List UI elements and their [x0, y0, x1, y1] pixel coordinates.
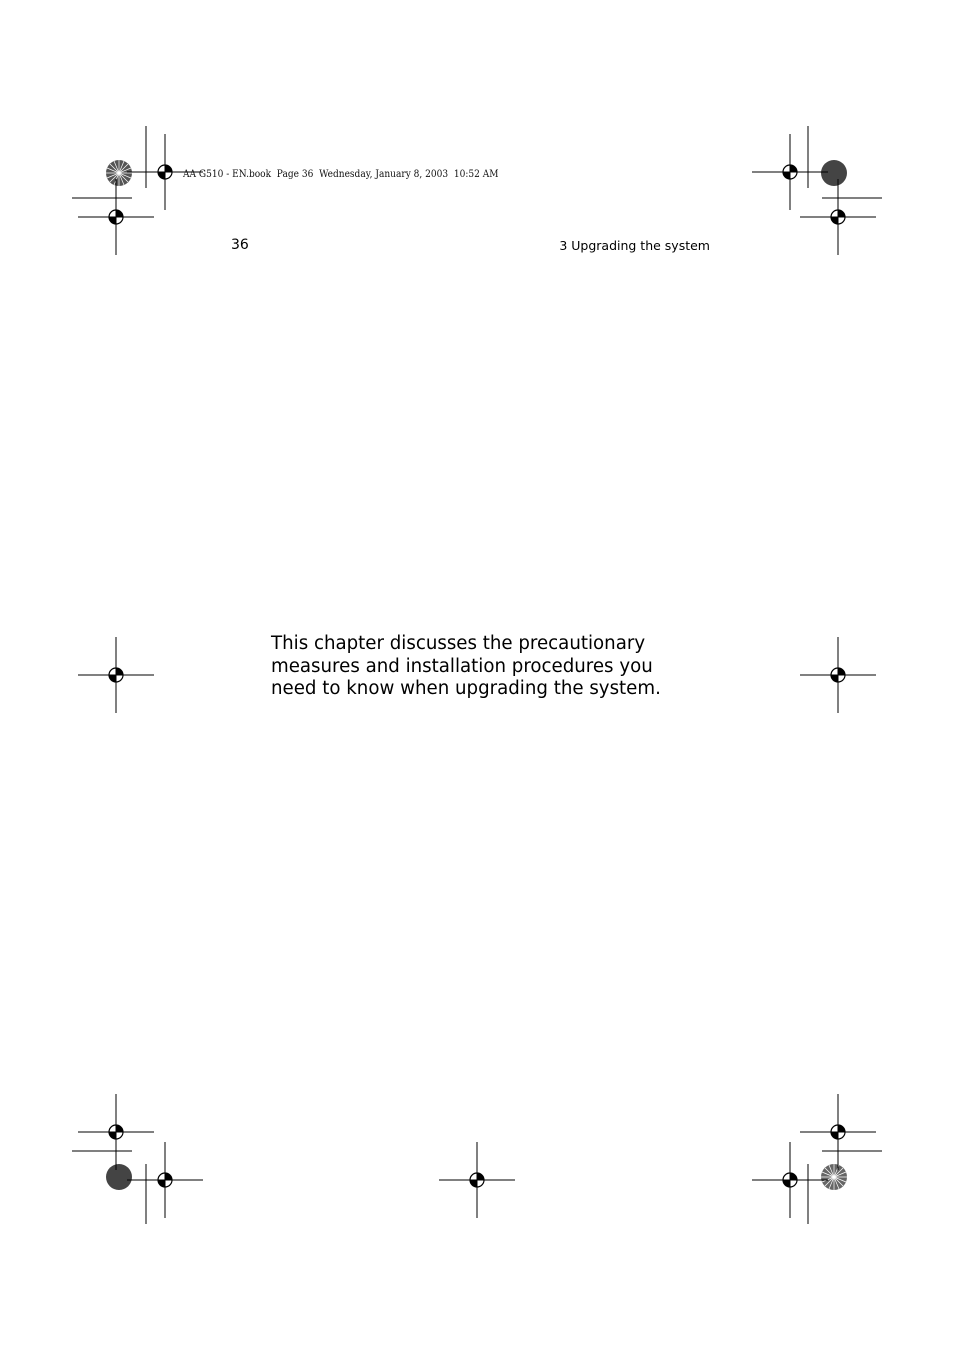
registration-disc-bottom-left — [106, 1164, 132, 1190]
page-number: 36 — [231, 237, 249, 253]
registration-starburst-bottom-right — [821, 1164, 847, 1190]
chapter-intro-paragraph — [271, 633, 711, 701]
print-slug-line: AA G510 - EN.book Page 36 Wednesday, January 8, 2003 10:52 AM — [183, 168, 499, 180]
intro-line: measures and installation procedures you — [271, 655, 653, 677]
running-header-title: 3 Upgrading the system — [559, 238, 710, 253]
intro-line: This chapter discusses the precautionary — [271, 633, 646, 654]
intro-line: need to know when upgrading the system. — [271, 678, 661, 699]
registration-disc-top-right — [821, 160, 847, 186]
registration-starburst-top-left — [106, 160, 132, 186]
